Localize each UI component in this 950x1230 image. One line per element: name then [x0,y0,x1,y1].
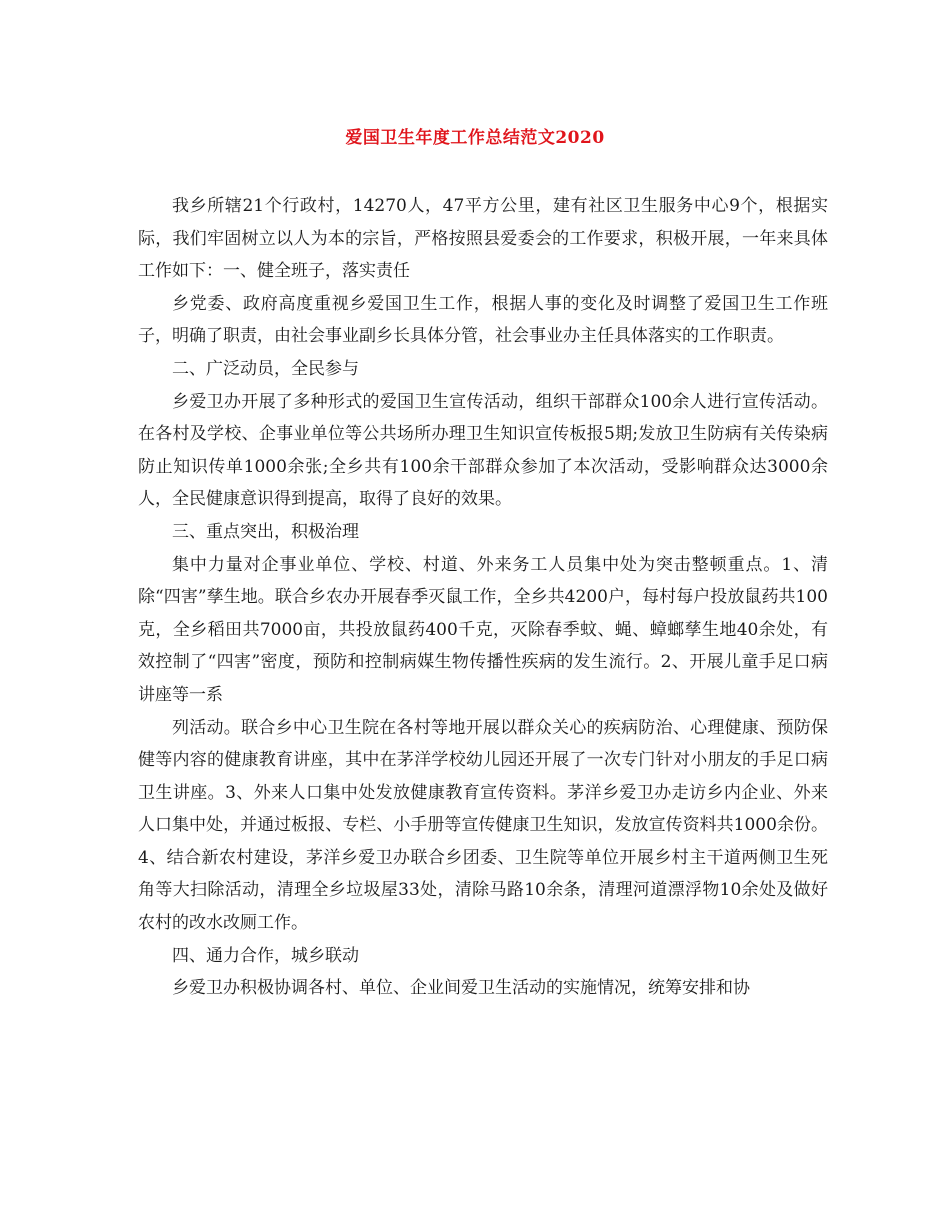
section-heading: 二、广泛动员，全民参与 [172,358,359,379]
paragraph: 列活动。联合乡中心卫生院在各村等地开展以群众关心的疾病防治、心理健康、预防保健等内容的健康教育讲座，其中在茅洋学校幼儿园还开展了一次专门针对小朋友的手足口病卫生讲座。3、外来人口集中处发放健康教育宣传资料。茅洋乡爱卫办走访乡内企业、外来人口集中处，并通过板报、专栏、小手册等宣传健康卫生知识，发放宣传资料共1000余份。4、结合新农村建设，茅洋乡爱卫办联合乡团委、卫生院等单位开展乡村主干道两侧卫生死角等大扫除活动，清理全乡垃圾屋33处，清除马路10余条，清理河道漂浮物10余处及做好农村的改水改厕工作。 [138,717,828,934]
section-heading: 三、重点突出，积极治理 [172,521,359,542]
paragraph: 乡爱卫办积极协调各村、单位、企业间爱卫生活动的实施情况，统筹安排和协 [172,978,750,999]
paragraph: 乡党委、政府高度重视乡爱国卫生工作，根据人事的变化及时调整了爱国卫生工作班子，明确了职责，由社会事业副乡长具体分管，社会事业办主任具体落实的工作职责。 [138,293,828,347]
document-body [138,190,828,1005]
document-title: 爱国卫生年度工作总结范文2020 [345,128,605,148]
paragraph: 我乡所辖21个行政村，14270人，47平方公里，建有社区卫生服务中心9个，根据实际，我们牢固树立以人为本的宗旨，严格按照县爱委会的工作要求，积极开展，一年来具体工作如下：一、健全班子，落实责任 [138,196,828,282]
paragraph: 乡爱卫办开展了多种形式的爱国卫生宣传活动，组织干部群众100余人进行宣传活动。在各村及学校、企事业单位等公共场所办理卫生知识宣传板报5期;发放卫生防病有关传染病防止知识传单1000余张;全乡共有100余干部群众参加了本次活动，受影响群众达3000余人，全民健康意识得到提高，取得了良好的效果。 [138,391,828,510]
paragraph: 集中力量对企事业单位、学校、村道、外来务工人员集中处为突击整顿重点。1、清除“四害”孳生地。联合乡农办开展春季灭鼠工作，全乡共4200户，每村每户投放鼠药共100克，全乡稻田共7000亩，共投放鼠药400千克，灭除春季蚊、蝇、蟑螂孳生地40余处，有效控制了“四害”密度，预防和控制病媒生物传播性疾病的发生流行。2、开展儿童手足口病讲座等一系 [138,554,828,705]
section-heading: 四、通力合作，城乡联动 [172,945,359,966]
